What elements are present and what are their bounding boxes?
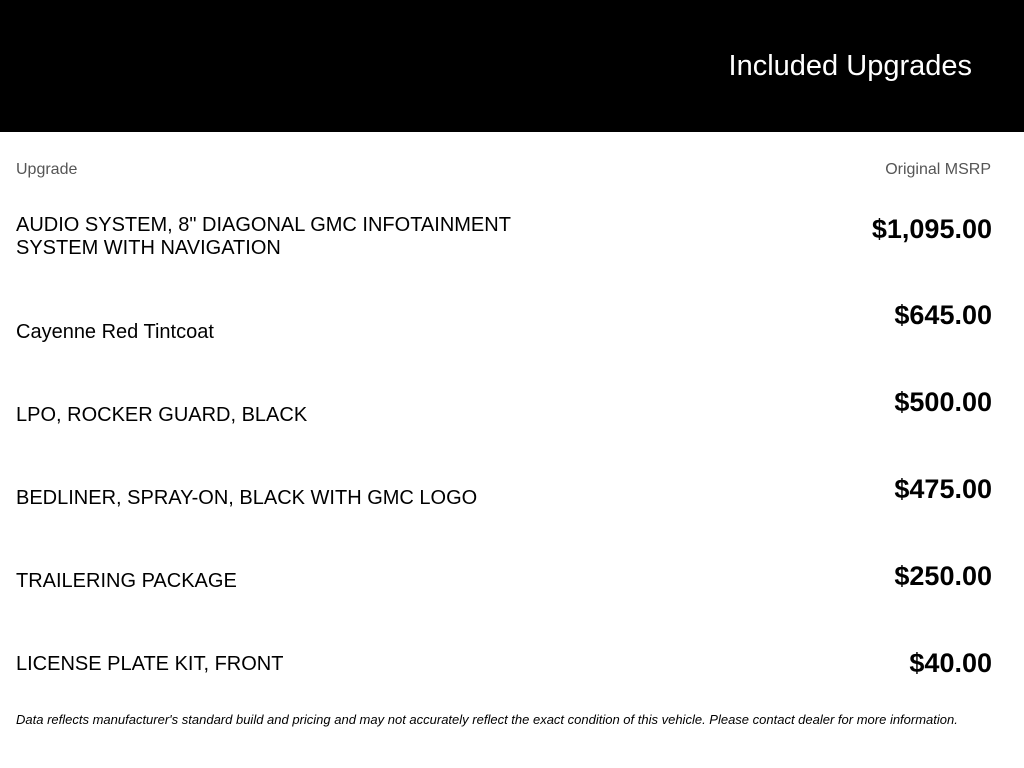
disclaimer-text: Data reflects manufacturer's standard build and pricing and may not accurately reflect the exact condition of this vehicle. Please contact dealer for more information. bbox=[16, 712, 958, 727]
upgrade-row bbox=[16, 561, 992, 611]
upgrade-price: $500.00 bbox=[894, 387, 992, 417]
upgrade-row bbox=[16, 214, 992, 274]
upgrade-price: $1,095.00 bbox=[871, 214, 992, 244]
upgrade-column-header: Upgrade bbox=[16, 161, 78, 178]
upgrade-name: Cayenne Red Tintcoat bbox=[16, 321, 214, 343]
page-title: Included Upgrades bbox=[728, 50, 972, 82]
upgrade-name: LPO, ROCKER GUARD, BLACK bbox=[16, 404, 308, 426]
header-banner bbox=[0, 0, 1024, 132]
upgrade-row bbox=[16, 648, 992, 698]
upgrade-name: AUDIO SYSTEM, 8" DIAGONAL GMC INFOTAINMENT SYSTEM WITH NAVIGATION bbox=[16, 214, 511, 259]
upgrade-price: $475.00 bbox=[894, 474, 992, 504]
upgrade-name: TRAILERING PACKAGE bbox=[16, 570, 237, 592]
upgrade-name: BEDLINER, SPRAY-ON, BLACK WITH GMC LOGO bbox=[16, 487, 478, 509]
upgrade-price: $250.00 bbox=[894, 561, 992, 591]
msrp-column-header: Original MSRP bbox=[885, 161, 991, 178]
upgrade-row bbox=[16, 474, 992, 524]
upgrade-row bbox=[16, 300, 992, 350]
upgrade-price: $645.00 bbox=[894, 300, 992, 330]
upgrade-row bbox=[16, 387, 992, 437]
upgrade-name: LICENSE PLATE KIT, FRONT bbox=[16, 653, 284, 675]
upgrade-price: $40.00 bbox=[909, 648, 992, 678]
